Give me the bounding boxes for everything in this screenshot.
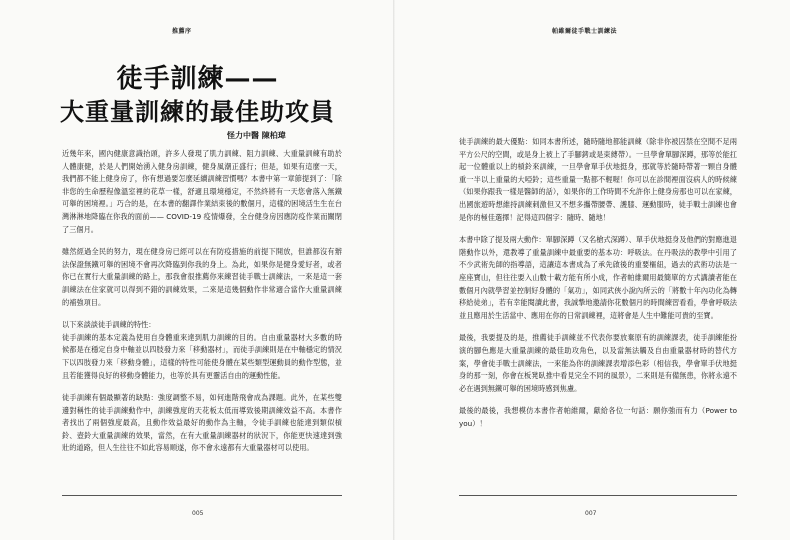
paragraph: 本書中除了提及兩大動作：單腳深蹲（又名槍式深蹲）、單手伏地挺身及他們的對應進退階動作以外，還教導了重量訓練中最重要的基本功：呼吸法。在丹吸法的教學中引用了不少武術先師的指導語，這讓這本書成為了承先啟後的重要樞紐，過去的武術功法是一座座寶山，但往往要入山數十載方能有所小成，作者帕維爾用最簡單的方式講讀者能在數個月內就學習並控制好身體的「氣功」，如同武俠小說內所云的「將數十年內功化為轉移給徒弟」，若有幸能閱讀此書，我誠摯地邀請你花數個月的時間練習看看，學會呼吸法並且應用於生活當中、應用在你的日常訓練裡，這將會是人生中難能可貴的至寶。 bbox=[459, 235, 737, 320]
paragraph: 最後，我要提及的是，推薦徒手訓練並不代表你要放棄原有的訓練課表，徒手訓練能扮演的腳色應是大重量訓練的最佳助攻角色，以及當無法觸及自由重量器材時的替代方案，學會徒手戰士訓練法，一來能為你的訓練課表增添色彩（相信我，學會單手伏地挺身的那一刻，你會在板凳臥推中看見完全不同的風景），二來則是有備無患，你將永遠不必在遇到無鐵可舉的困境時感到焦慮。 bbox=[459, 333, 737, 393]
running-head-right: 帕維爾徒手戰士訓練法 bbox=[552, 28, 618, 35]
paragraph: 以下來談談徒手訓練的特性： bbox=[62, 320, 156, 330]
footer-rule-right bbox=[459, 495, 737, 496]
chapter-title-line1: 徒手訓練—— bbox=[116, 64, 279, 94]
author-byline: 怪力中醫 陳柏瑋 bbox=[227, 131, 286, 140]
paragraph: 最後的最後，我想模仿本書作者帕維爾，獻給各位一句話：願你強而有力（Power to you）！ bbox=[459, 406, 737, 428]
paragraph: 近幾年來，國內健康意識抬頭，許多人發現了肌力訓練、阻力訓練、大重量訓練有助於人體康健，於是人們開始湧入健身房訓練，健身風潮正盛行；但是，如果有這麼一天，我們都不能上健身房了，你有想過要怎麼延續訓練習慣嗎？本書中第一章節提到了：「除非您的生命歷程像溫室裡的花草一樣，舒適且環境穩定，不然終將有一天您會落入無鐵可舉的困境裡。」巧合的是，在本書的翻譯作業結束後的數個月，這樣的困境活生生在台灣淋淋地降臨在你我的面前—— COVID-19 疫情爆發，全台健身房因應防疫作業而關閉了三個月。 bbox=[62, 149, 342, 234]
right-body-text bbox=[459, 136, 737, 440]
paragraph: 徒手訓練有個最顯著的缺點：強度調整不易，如何進階飛會成為課題。此外，在某些雙邊對稱性的徒手訓練動作中，訓練強度的天花板太低而導致後期訓練效益不高。本書作者找出了兩個強度最高，且動作效益最好的動作為主軸，令徒手訓練也能達到類似槓鈴、壺鈴大重量訓練的效果，當然，在有大重量訓練器材的狀況下，你能更快速達到強壯的道路，但人生往往不如此容易順遂，你不會永遠都有大重量器材可以使用。 bbox=[62, 393, 342, 453]
right-page bbox=[395, 0, 790, 540]
paragraph: 徒手訓練的基本定義為使用自身體重來達到肌力訓練的目的。自由重量器材大多數的時候都是在穩定自身中軸並以四肢發力來「移動器材」，而徒手訓練則是在中軸穩定的情況下以四肢發力來「移動身體」，這樣的特性可能使身體在某些類型運動員的動作型態，並且若能獲得良好的移動身體能力，也等於具有更靈活自由的運動性能。 bbox=[62, 332, 342, 380]
left-body-text bbox=[62, 148, 342, 465]
footer-rule-left bbox=[62, 495, 342, 496]
paragraph: 雖然經過全民的努力，現在健身房已經可以在有防疫措施的前提下開放，但誰都沒有辦法保證無鐵可舉的困境不會再次降臨到你我的身上。為此，如果你是健身愛好者，或者你已在實行大重量訓練的路上，那我會很推薦你來練習徒手戰士訓練法，一來是這一套訓練法在住家就可以得到不錯的訓練效果，二來是這幾個動作非常適合當作大重量訓練的補強項目。 bbox=[62, 247, 342, 307]
chapter-title-line2: 大重量訓練的最佳助攻員 bbox=[60, 97, 335, 126]
running-head-left: 推薦序 bbox=[172, 28, 192, 35]
page-number-left: 005 bbox=[192, 510, 204, 517]
paragraph: 徒手訓練的最大優點：如同本書所述，隨時隨地都能訓練（除非你被囚禁在空間不足兩平方公尺的空間，或是身上被上了手腳銬或是束縛帶）。一旦學會單腳深蹲，那等於能扛起一位體重以上的槓鈴來訓練，一旦學會單手伏地挺身，那就等於隨時帶著一顆自身體重一半以上重量的大啞鈴；這些重量一點都不輕喔！你可以在診間裡面沒病人的時候練（如果你跟我一樣是醫師的話），如果你的工作時間不允許你上健身房那也可以在家練，出國旅遊時想維持訓練刺激但又不想多攜帶腰帶、護膝、運動服時，徒手戰士訓練也會是你的極佳選擇！記得這四個字：隨時、隨地！ bbox=[459, 137, 737, 222]
page-number-right: 007 bbox=[585, 510, 597, 517]
